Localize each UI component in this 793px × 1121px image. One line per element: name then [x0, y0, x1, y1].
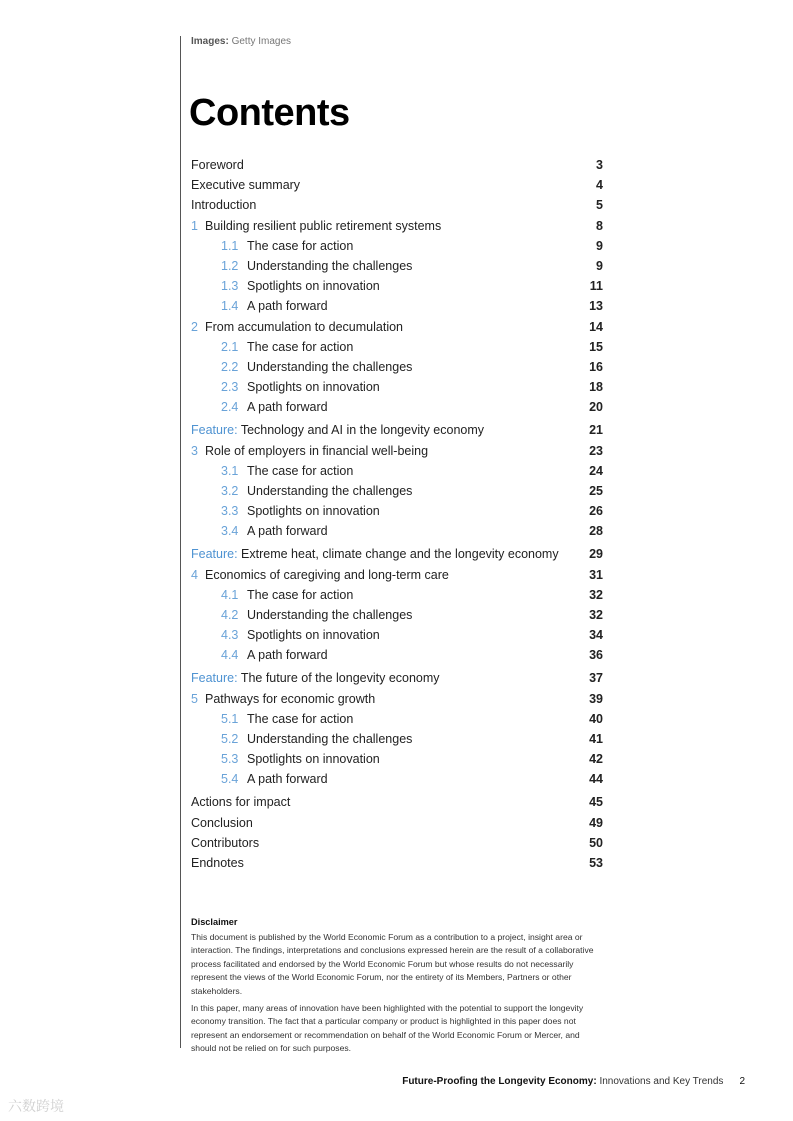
toc-entry-label: Spotlights on innovation: [247, 380, 380, 395]
toc-entry-label: Building resilient public retirement systems: [205, 218, 442, 233]
margin-rule: [180, 36, 181, 1048]
disclaimer-heading: Disclaimer: [191, 917, 238, 927]
toc-entry[interactable]: [191, 646, 603, 664]
toc-entry[interactable]: [191, 358, 603, 376]
toc-entry-number: 1.3: [221, 279, 239, 294]
toc-entry-page: 15: [589, 339, 603, 354]
toc-feature-tag: Feature:: [191, 423, 238, 438]
watermark: 六数跨境: [8, 1098, 64, 1114]
toc-entry-number: 2.2: [221, 360, 239, 374]
toc-entry[interactable]: [191, 690, 603, 708]
toc-entry-number: 4.4: [221, 648, 239, 663]
toc-entry-number: 1.4: [221, 299, 239, 314]
toc-entry-label: Understanding the challenges: [247, 484, 413, 498]
toc-entry[interactable]: [191, 522, 603, 540]
toc-entry[interactable]: [191, 237, 603, 255]
toc-entry[interactable]: [191, 793, 603, 811]
toc-entry-number: 1.2: [221, 259, 239, 273]
toc-entry-number: 3.2: [221, 484, 239, 498]
toc-entry-label: Pathways for economic growth: [205, 691, 376, 706]
toc-entry[interactable]: [191, 277, 603, 295]
toc-entry-page: 16: [589, 360, 603, 374]
toc-entry-label: The case for action: [247, 339, 354, 354]
toc-entry-number: 1.1: [221, 238, 239, 253]
toc-entry-label: Spotlights on innovation: [247, 628, 380, 643]
toc-entry[interactable]: [191, 606, 603, 624]
toc-entry-label: Understanding the challenges: [247, 360, 413, 374]
toc-entry[interactable]: [191, 750, 603, 768]
toc-entry-page: 9: [596, 259, 603, 273]
toc-entry-page: 29: [589, 547, 603, 562]
toc-entry[interactable]: [191, 297, 603, 315]
toc-feature-tag: Feature:: [191, 671, 238, 686]
toc-entry-label: Understanding the challenges: [247, 732, 413, 746]
toc-entry[interactable]: [191, 217, 603, 235]
toc-entry-label: A path forward: [247, 400, 328, 415]
toc-entry-number: 3.1: [221, 463, 239, 478]
toc-entry-page: 25: [589, 484, 603, 498]
toc-entry-label: Extreme heat, climate change and the longevity economy: [241, 547, 559, 562]
toc-entry-page: 50: [589, 835, 603, 850]
toc-entry-page: 34: [589, 628, 603, 643]
toc-entry-page: 42: [589, 752, 603, 767]
toc-entry-label: A path forward: [247, 524, 328, 539]
toc-entry-page: 18: [589, 380, 603, 395]
toc-entry-page: 28: [589, 524, 603, 539]
toc-entry-number: 4.2: [221, 608, 239, 622]
toc-feature-tag: Feature:: [191, 547, 238, 562]
toc-entry-label: The case for action: [247, 711, 354, 726]
toc-entry[interactable]: [191, 338, 603, 356]
disclaimer-paragraph-2: In this paper, many areas of innovation have been highlighted with the potential to support the longevity economy transition. The fact that a particular company or product is highlighted in this paper does not represent an endorsement or recommendation on behalf of the World Economic Forum or Mercer, and should not be relied on for such purposes.: [191, 1002, 584, 1054]
toc-entry-page: 13: [589, 299, 603, 314]
page-footer: [402, 1076, 745, 1087]
toc-entry-label: Spotlights on innovation: [247, 504, 380, 519]
toc-entry-page: 31: [589, 567, 603, 582]
toc-entry-label: A path forward: [247, 299, 328, 314]
toc-entry-label: Understanding the challenges: [247, 259, 413, 273]
toc-entry-label: Introduction: [191, 198, 257, 213]
toc-entry-page: 23: [589, 443, 603, 458]
toc-entry-page: 32: [589, 608, 603, 622]
toc-entry-number: 5.3: [221, 752, 239, 767]
toc-entry-label: A path forward: [247, 772, 328, 787]
toc-entry[interactable]: [191, 318, 603, 336]
toc-entry-page: 21: [589, 423, 603, 438]
toc-entry-page: 49: [589, 815, 603, 830]
toc-entry-page: 45: [589, 795, 603, 810]
toc-entry-page: 39: [589, 691, 603, 706]
toc-entry-number: 5.1: [221, 711, 239, 726]
toc-entry-page: 20: [589, 400, 603, 415]
disclaimer-paragraph-1: This document is published by the World Economic Forum as a contribution to a project, insight area or interaction. The findings, interpretations and conclusions expressed herein are the result of a collaborative process facilitated and endorsed by the World Economic Forum but whose results do not necessarily represent the views of the World Economic Forum, nor the entirety of its Members, Partners or other stakeholders.: [191, 931, 594, 996]
toc-entry-label: Contributors: [191, 835, 260, 850]
toc-entry-number: 4: [191, 567, 198, 582]
toc-entry-label: Spotlights on innovation: [247, 752, 380, 767]
toc-entry[interactable]: [191, 257, 603, 275]
toc-entry-label: Economics of caregiving and long-term care: [205, 567, 449, 582]
image-credit-label: Images:: [191, 36, 229, 47]
footer-title-rest: Innovations and Key Trends: [599, 1076, 724, 1087]
toc-entry-number: 3.4: [221, 524, 239, 539]
toc-entry[interactable]: [191, 566, 603, 584]
toc-entry-page: 53: [589, 856, 603, 870]
toc-entry-number: 3.3: [221, 504, 239, 519]
toc-entry-page: 41: [589, 732, 603, 746]
toc-entry-page: 14: [589, 319, 603, 334]
toc-entry-page: 4: [596, 178, 603, 193]
toc-entry-number: 3: [191, 443, 198, 458]
toc-entry[interactable]: [191, 770, 603, 788]
toc-entry-number: 2: [191, 319, 198, 334]
toc-entry[interactable]: [191, 156, 603, 174]
toc-entry[interactable]: [191, 730, 603, 748]
toc-entry-label: Technology and AI in the longevity economy: [240, 423, 485, 438]
toc-entry-label: From accumulation to decumulation: [205, 319, 404, 334]
toc-entry-label: The case for action: [247, 238, 354, 253]
toc-entry-label: Actions for impact: [191, 795, 291, 810]
toc-entry-label: Endnotes: [191, 856, 244, 870]
toc-entry-page: 3: [596, 158, 603, 172]
toc-entry-number: 5: [191, 691, 198, 706]
toc-entry-page: 40: [589, 711, 603, 726]
toc-entry-page: 37: [589, 671, 603, 686]
toc-entry-label: Role of employers in financial well-being: [205, 443, 429, 458]
toc-entry-page: 32: [589, 587, 603, 602]
footer-title-bold: Future-Proofing the Longevity Economy:: [402, 1076, 597, 1087]
toc-entry-number: 1: [191, 218, 198, 233]
toc-entry-label: A path forward: [247, 648, 328, 663]
toc-entry-label: Conclusion: [191, 815, 253, 830]
toc-entry-page: 36: [589, 648, 603, 663]
toc-entry[interactable]: [191, 834, 603, 852]
toc-entry[interactable]: [191, 710, 603, 728]
page-title: Contents: [189, 92, 350, 134]
toc-entry-number: 4.1: [221, 587, 239, 602]
toc-entry[interactable]: [191, 378, 603, 396]
toc-entry[interactable]: [191, 176, 603, 194]
toc-entry[interactable]: [191, 462, 603, 480]
toc-entry-number: 4.3: [221, 628, 239, 643]
toc-entry-label: Foreword: [191, 158, 244, 172]
toc-entry-number: 2.4: [221, 400, 239, 415]
toc-entry[interactable]: [191, 545, 603, 563]
toc-entry-page: 11: [589, 279, 603, 294]
toc-entry[interactable]: [191, 626, 603, 644]
toc-entry-page: 24: [589, 463, 603, 478]
toc-entry-page: 5: [596, 198, 603, 213]
toc-entry[interactable]: [191, 196, 603, 214]
toc-entry-label: Executive summary: [191, 178, 301, 193]
toc-entry[interactable]: [191, 398, 603, 416]
toc-entry-label: The future of the longevity economy: [240, 671, 440, 686]
toc-entry-number: 5.2: [221, 732, 239, 746]
toc-entry-label: Spotlights on innovation: [247, 279, 380, 294]
toc-entry-label: The case for action: [247, 463, 354, 478]
image-credit-value: Getty Images: [231, 36, 292, 47]
disclaimer: [191, 916, 603, 1059]
image-credit: [191, 36, 291, 47]
toc-entry-label: Understanding the challenges: [247, 608, 413, 622]
toc-entry[interactable]: [191, 482, 603, 500]
toc-entry-number: 5.4: [221, 772, 239, 787]
toc-entry-page: 8: [596, 218, 603, 233]
toc-entry-page: 9: [596, 238, 603, 253]
page-number: 2: [739, 1076, 745, 1087]
toc-entry[interactable]: [191, 669, 603, 687]
toc-entry[interactable]: [191, 814, 603, 832]
toc-entry-label: The case for action: [247, 587, 354, 602]
toc-entry[interactable]: [191, 854, 603, 872]
toc-entry[interactable]: [191, 442, 603, 460]
toc-entry[interactable]: [191, 586, 603, 604]
toc-entry-number: 2.3: [221, 380, 239, 395]
toc-entry[interactable]: [191, 421, 603, 439]
toc-entry-page: 44: [589, 772, 603, 787]
toc-entry-page: 26: [589, 504, 603, 519]
toc-entry[interactable]: [191, 502, 603, 520]
toc-entry-number: 2.1: [221, 339, 239, 354]
